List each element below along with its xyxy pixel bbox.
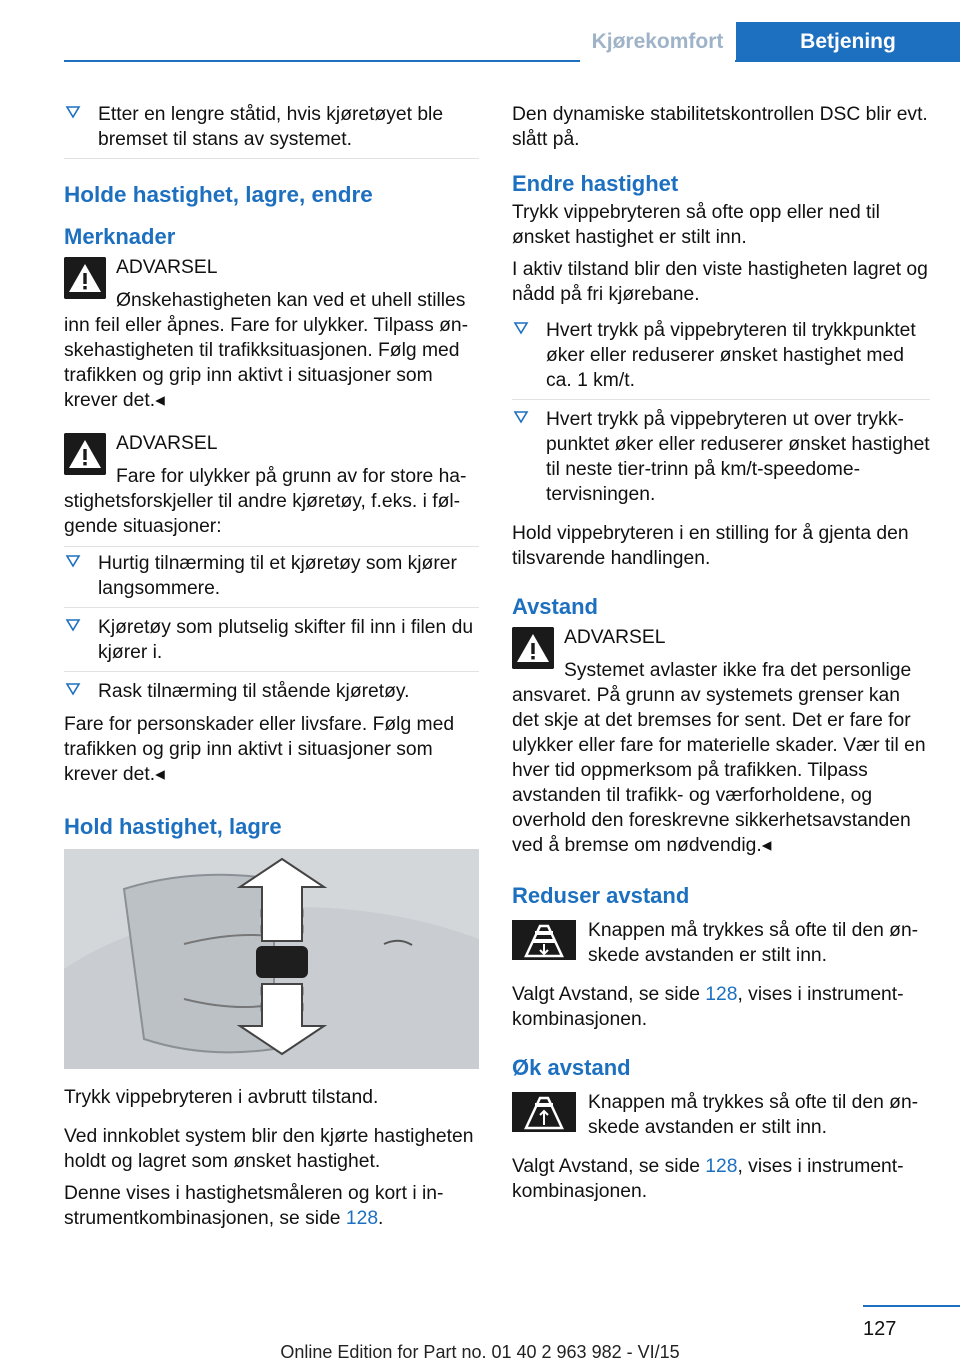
- warning-triangle-icon: [64, 433, 106, 475]
- button-description: Knappen må trykkes så ofte til den ønskede avstanden er stilt inn.: [588, 920, 919, 966]
- paragraph-text: , vises i instrumentkombinasjonen.: [512, 1156, 904, 1202]
- page-number: 127: [863, 1318, 897, 1340]
- paragraph: Ved innkoblet system blir den kjørte hastigheten holdt og lagret som ønsket hastighet.: [64, 1126, 474, 1172]
- list-item-text: Hvert trykk på vippebryteren ut over trykkpunktet øker eller reduserer ønsket hastighet til neste tier-trinn på km/t-speedometervisningen.: [546, 409, 930, 505]
- warning-end-text: Fare for personskader eller livsfare. Følg med trafikken og grip inn aktivt i situasjoner som krever det.◂: [64, 714, 455, 785]
- warning-title: ADVARSEL: [564, 627, 666, 648]
- list-item: [64, 551, 479, 608]
- subsection-heading: Øk avstand: [512, 1055, 631, 1080]
- subsection-heading: Endre hastighet: [512, 171, 679, 196]
- warning-block: [512, 625, 930, 858]
- bullet-triangle-icon: [64, 103, 82, 121]
- list-item: [64, 679, 479, 710]
- paragraph: Trykk vippebryteren så ofte opp eller ned til ønsket hastighet er stilt inn.: [512, 202, 880, 248]
- page-number-rule: [863, 1305, 960, 1307]
- bullet-triangle-icon: [512, 319, 530, 337]
- bullet-triangle-icon: [64, 680, 82, 698]
- subsection-heading: Avstand: [512, 594, 598, 619]
- image-caption: Trykk vippebryteren i avbrutt tilstand.: [64, 1087, 379, 1108]
- paragraph-text: Valgt Avstand, se side: [512, 984, 706, 1005]
- list-item: [64, 615, 479, 672]
- bullet-triangle-icon: [64, 552, 82, 570]
- section-heading: Holde hastighet, lagre, endre: [64, 182, 373, 207]
- page-link[interactable]: 128: [345, 1208, 379, 1229]
- list-item-text: Hurtig tilnærming til et kjøretøy som kjører langsommere.: [98, 553, 457, 599]
- paragraph: [64, 1181, 479, 1231]
- paragraph-text: Valgt Avstand, se side: [512, 1156, 706, 1177]
- right-column: [512, 102, 930, 1211]
- warning-text: Systemet avlaster ikke fra det personlige ansvaret. På grunn av systemets grenser kan det skje at det bremses for sent. Det er fare for ulykker eller fare for materielle skader. Vær til en hver tid oppmerksom på trafikken. Tilpass avstanden til trafikk- og værforholdene, og overhold den foreskrevne sikkerhetsavstanden ved å bremse om nødvendig.◂: [512, 660, 926, 856]
- warning-triangle-icon: [64, 257, 106, 299]
- paragraph: [512, 982, 930, 1032]
- paragraph-text: , vises i instrumentkombinasjonen.: [512, 984, 904, 1030]
- list-item-text: Kjøretøy som plutselig skifter fil inn i filen du kjører i.: [98, 617, 474, 663]
- subsection-heading: Reduser avstand: [512, 883, 690, 908]
- bullet-list: [64, 546, 479, 712]
- warning-title: ADVARSEL: [116, 257, 218, 278]
- distance-increase-icon: [512, 1092, 576, 1132]
- warning-triangle-icon: [512, 627, 554, 669]
- page-link[interactable]: 128: [705, 984, 738, 1005]
- list-item: [512, 407, 930, 513]
- warning-text: Fare for ulykker på grunn av for store hastighetsforskjeller til andre kjøretøy, f.eks. i følgende situasjoner:: [64, 466, 467, 537]
- list-item: [512, 318, 930, 400]
- distance-button-row: [512, 918, 930, 968]
- warning-block: [64, 431, 479, 539]
- paragraph: Hold vippebryteren i en stilling for å gjenta den tilsvarende handlingen.: [512, 523, 909, 569]
- paragraph: Den dynamiske stabilitetskontrollen DSC blir evt. slått på.: [512, 104, 928, 150]
- left-column: [64, 102, 479, 1238]
- subsection-heading: Hold hastighet, lagre: [64, 814, 282, 839]
- list-item-text: Rask tilnærming til stående kjøretøy.: [98, 681, 410, 702]
- paragraph: [512, 1154, 930, 1204]
- list-item-text: Hvert trykk på vippebryteren til trykkpunktet øker eller reduserer ønsket hastighet med ca. 1 km/t.: [546, 320, 916, 391]
- header-tab-betjening: Betjening: [736, 22, 960, 62]
- distance-reduce-icon: [512, 920, 576, 960]
- bullet-triangle-icon: [64, 616, 82, 634]
- paragraph-text: Denne vises i hastighetsmåleren og kort i instrumentkombinasjonen, se side: [64, 1183, 444, 1229]
- header-tab-kjorekomfort: Kjørekomfort: [580, 22, 735, 62]
- button-description: Knappen må trykkes så ofte til den ønskede avstanden er stilt inn.: [588, 1092, 919, 1138]
- page-link[interactable]: 128: [705, 1156, 738, 1177]
- distance-button-row: [512, 1090, 930, 1140]
- warning-text: Ønskehastigheten kan ved et uhell stilles inn feil eller åpnes. Fare for ulykker. Tilpass ønskehastigheten til trafikksituasjonen. Følg med trafikken og grip inn aktivt i situasjoner som krever det.◂: [64, 290, 469, 411]
- footer-edition: Online Edition for Part no. 01 40 2 963 982 - VI/15: [280, 1342, 680, 1362]
- bullet-triangle-icon: [512, 408, 530, 426]
- paragraph: I aktiv tilstand blir den viste hastigheten lagret og nådd på fri kjørebane.: [512, 259, 928, 305]
- steering-wheel-rocker-switch-image: [64, 849, 479, 1069]
- subsection-heading: Merknader: [64, 224, 176, 249]
- paragraph-text: .: [378, 1208, 384, 1229]
- list-item: [64, 102, 479, 159]
- list-item-text: Etter en lengre ståtid, hvis kjøretøyet ble bremset til stans av systemet.: [98, 104, 444, 150]
- warning-title: ADVARSEL: [116, 433, 218, 454]
- bullet-list: [512, 314, 930, 515]
- warning-block: [64, 255, 479, 413]
